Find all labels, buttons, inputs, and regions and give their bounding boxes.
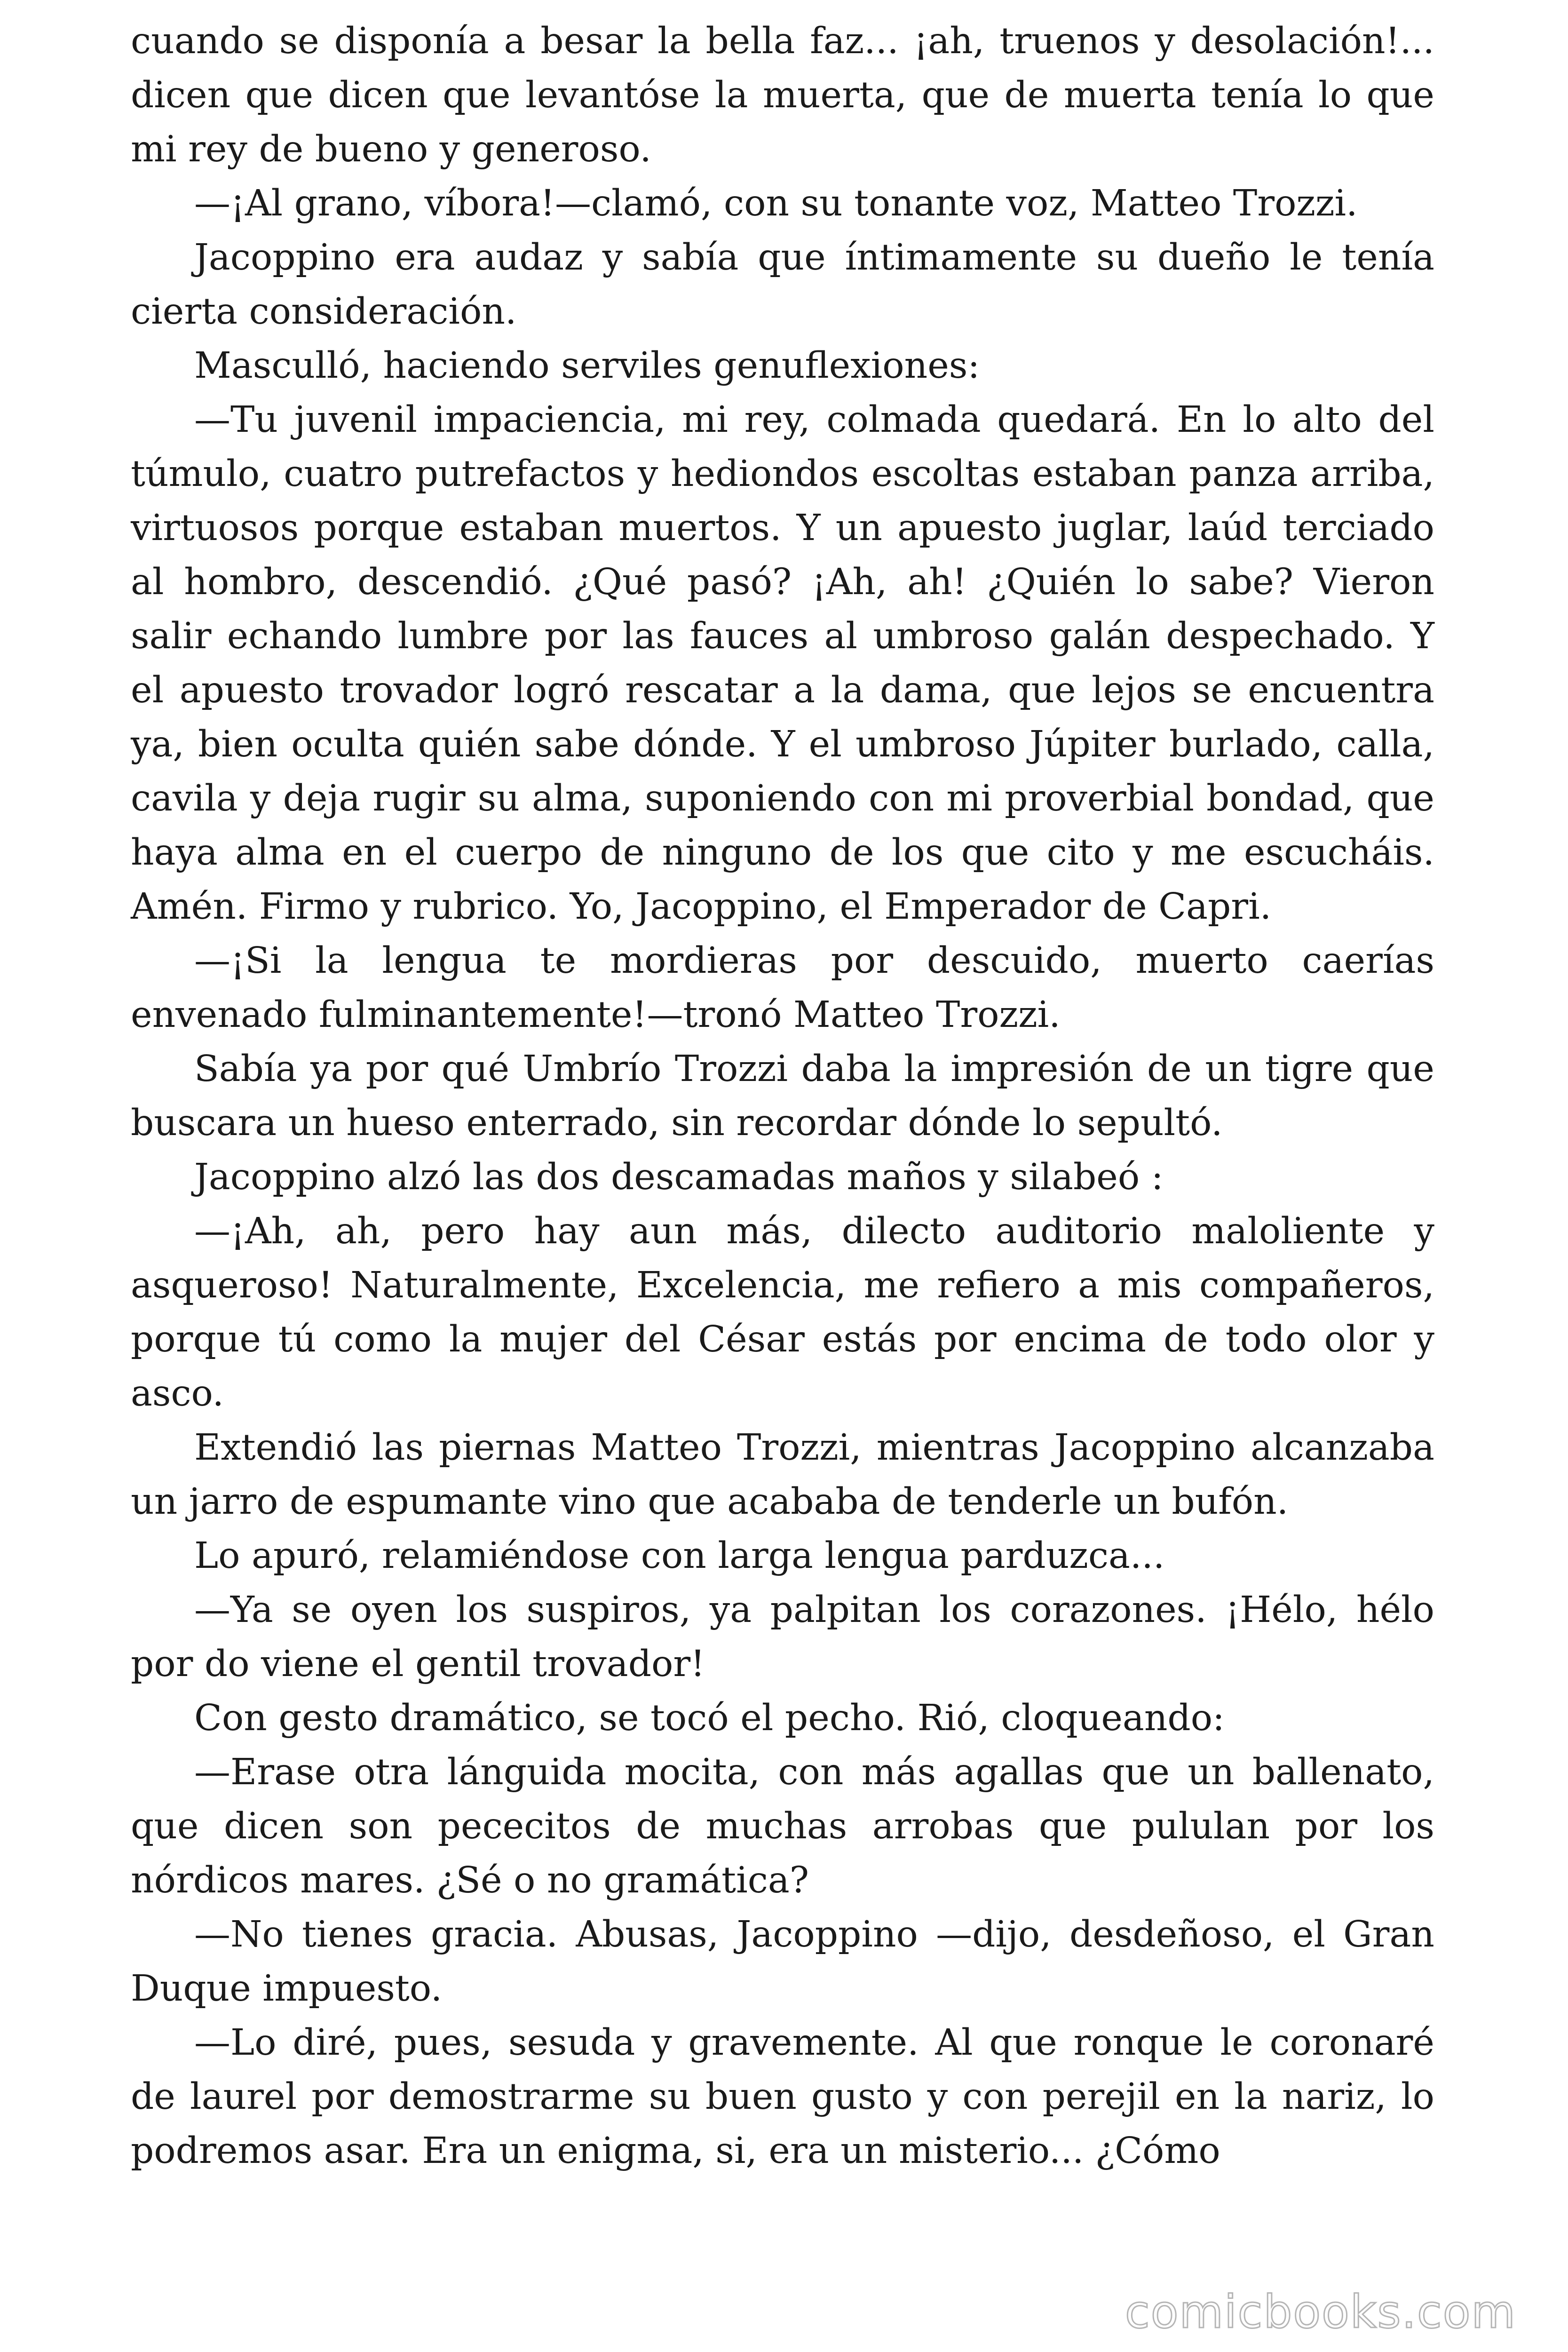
paragraph: cuando se disponía a besar la bella faz... ¡ah, truenos y desolación!... dicen que dicen que levantóse la muerta, que de muerta tenía lo que mi rey de bueno y generoso. [131, 20, 1434, 170]
paragraph: —¡Al grano, víbora!—clamó, con su tonante voz, Matteo Trozzi. [194, 183, 1358, 224]
paragraph: Jacoppino alzó las dos descamadas maños y silabeó : [194, 1156, 1164, 1198]
paragraph: —Erase otra lánguida mocita, con más agallas que un ballenato, que dicen son pececitos de muchas arrobas que pululan por los nórdicos mares. ¿Sé o no gramática? [131, 1751, 1434, 1901]
paragraph: Jacoppino era audaz y sabía que íntimamente su dueño le tenía cierta consideración. [131, 237, 1434, 333]
page-text [131, 14, 1434, 2178]
paragraph: —Tu juvenil impaciencia, mi rey, colmada quedará. En lo alto del túmulo, cuatro putrefactos y hediondos escoltas estaban panza arriba, virtuosos porque estaban muertos. Y un apuesto juglar, laúd terciado al hombro, descendió. ¿Qué pasó? ¡Ah, ah! ¿Quién lo sabe? Vieron salir echando lumbre por las fauces al umbroso galán despechado. Y el apuesto trovador logró rescatar a la dama, que lejos se encuentra ya, bien oculta quién sabe dónde. Y el umbroso Júpiter burlado, calla, cavila y deja rugir su alma, suponiendo con mi proverbial bondad, que haya alma en el cuerpo de ninguno de los que cito y me escucháis. Amén. Firmo y rubrico. Yo, Jacoppino, el Emperador de Capri. [131, 399, 1434, 928]
paragraph: —¡Si la lengua te mordieras por descuido, muerto caerías envenado fulminantemente!—tronó Matteo Trozzi. [131, 940, 1434, 1036]
paragraph: Sabía ya por qué Umbrío Trozzi daba la impresión de un tigre que buscara un hueso enterrado, sin recordar dónde lo sepultó. [131, 1048, 1434, 1144]
paragraph: —No tienes gracia. Abusas, Jacoppino —dijo, desdeñoso, el Gran Duque impuesto. [131, 1914, 1434, 2010]
paragraph: Lo apuró, relamiéndose con larga lengua parduzca... [194, 1535, 1165, 1577]
watermark-text: comicbooks.com [1125, 2286, 1516, 2338]
paragraph: —Ya se oyen los suspiros, ya palpitan los corazones. ¡Hélo, hélo por do viene el gentil trovador! [131, 1589, 1434, 1685]
paragraph: —Lo diré, pues, sesuda y gravemente. Al que ronque le coronaré de laurel por demostrarme su buen gusto y con perejil en la nariz, lo podremos asar. Era un enigma, si, era un misterio... ¿Cómo [131, 2022, 1434, 2172]
paragraph: Con gesto dramático, se tocó el pecho. Rió, cloqueando: [194, 1697, 1225, 1739]
paragraph: Mascullό, haciendo serviles genuflexiones: [194, 345, 980, 387]
paragraph: Extendió las piernas Matteo Trozzi, mientras Jacoppino alcanzaba un jarro de espumante vino que acababa de tenderle un bufón. [131, 1427, 1434, 1523]
paragraph: —¡Ah, ah, pero hay aun más, dilecto auditorio maloliente y asqueroso! Naturalmente, Excelencia, me refiero a mis compañeros, porque tú como la mujer del César estás por encima de todo olor y asco. [131, 1210, 1434, 1414]
